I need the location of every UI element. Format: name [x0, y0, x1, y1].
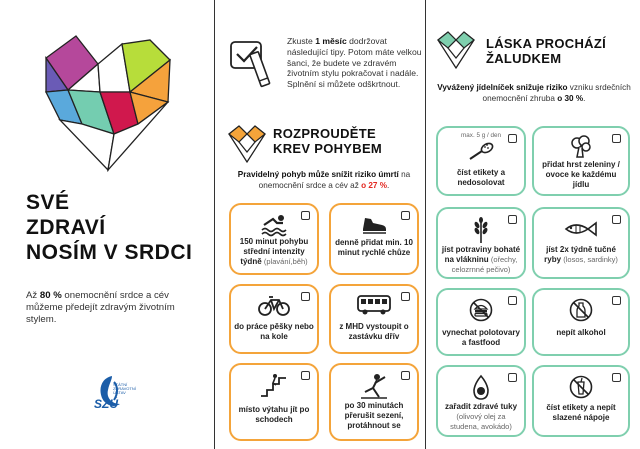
swimmer-icon — [261, 213, 287, 235]
no-soda-icon — [569, 375, 593, 399]
colorful-heart-icon — [38, 30, 178, 180]
bus-icon — [357, 294, 391, 316]
right-panel — [426, 0, 640, 449]
checkbox[interactable] — [401, 371, 410, 380]
food-title-line-2: ŽALUDKEM — [486, 51, 562, 66]
food-card-fastfood-label: vynechat polotovary a fastfood — [442, 328, 520, 347]
food-title-line-1: LÁSKA PROCHÁZÍ — [486, 36, 606, 51]
checkbox[interactable] — [612, 134, 621, 143]
food-sub-mid: vzniku srdečních onemocnění zhruba — [482, 83, 631, 103]
move-sub-mid: na onemocnění srdce a cév až — [258, 170, 411, 190]
no-burger-icon — [469, 298, 493, 322]
bicycle-icon — [258, 294, 290, 316]
main-title — [26, 190, 192, 265]
food-card-salt — [436, 126, 526, 196]
move-card-stairs — [229, 363, 319, 441]
food-card-fiber-label: jíst potraviny bohaté na vlákninu — [441, 245, 521, 264]
svg-text:ZDRAVOTNÍ: ZDRAVOTNÍ — [113, 386, 136, 391]
food-card-veg-label: přidat hrst zeleniny / ovoce ke každému jídlu — [542, 160, 620, 189]
move-card-stretch-label: po 30 minutách přerušit sezení, protáhnout se — [344, 401, 404, 430]
checkbox[interactable] — [301, 371, 310, 380]
food-card-fish-detail: (losos, sardinky) — [563, 255, 618, 264]
move-sub-bold: Pravidelný pohyb může snížit riziko úmrtí — [237, 170, 399, 179]
fish-icon — [564, 221, 598, 237]
move-title-line-1: ROZPROUDĚTE — [273, 126, 376, 141]
svg-text:ÚSTAV: ÚSTAV — [113, 390, 126, 395]
move-card-stretch — [329, 363, 419, 441]
checkbox[interactable] — [612, 373, 621, 382]
stairs-icon — [260, 373, 288, 397]
move-subtitle — [229, 170, 419, 191]
food-card-soda-label: číst etikety a nepít slazené nápoje — [546, 403, 616, 422]
intro-bold: 1 měsíc — [315, 36, 347, 46]
checkbox[interactable] — [612, 296, 621, 305]
checkbox[interactable] — [508, 373, 517, 382]
move-card-walk — [329, 203, 419, 275]
checkbox[interactable] — [508, 215, 517, 224]
food-card-fats — [436, 365, 526, 437]
intro-text — [287, 36, 422, 90]
food-card-salt-hint: max. 5 g / den — [461, 132, 501, 139]
food-card-fiber — [436, 207, 526, 279]
left-text-percent: 80 % — [39, 290, 62, 301]
food-card-fiber-detail: (ořechy, celozrnné pečivo) — [451, 255, 518, 274]
title-line-3: NOSÍM V SRDCI — [26, 241, 193, 264]
green-heart-icon — [436, 30, 476, 70]
move-title-line-2: KREV POHYBEM — [273, 141, 383, 156]
middle-panel — [214, 0, 426, 449]
move-sub-percent: o 27 % — [361, 180, 388, 190]
logo-name: SZÚ — [94, 397, 118, 411]
move-card-swim — [229, 203, 319, 275]
broccoli-icon — [569, 136, 593, 158]
checkbox[interactable] — [301, 211, 310, 220]
checkbox[interactable] — [508, 296, 517, 305]
food-sub-bold: Vyvážený jídelníček snižuje riziko — [437, 83, 568, 92]
checkbox[interactable] — [401, 211, 410, 220]
move-section-title — [273, 126, 382, 156]
left-panel — [0, 0, 214, 449]
salt-spoon-icon — [467, 142, 495, 162]
food-card-alcohol-label: nepít alkohol — [556, 328, 606, 337]
move-card-walk-label: denně přidat min. 10 minut rychlé chůze — [335, 238, 413, 257]
food-card-fastfood — [436, 288, 526, 356]
intro-post: dodržovat následující tipy. Potom máte velkou šanci, že budete ve zdravém životním stylu pokračovat i nadále. Splnění si můžete odškrtnout. — [287, 36, 422, 90]
checkbox[interactable] — [301, 292, 310, 301]
checkbox[interactable] — [401, 292, 410, 301]
food-sub-percent: o 30 % — [557, 93, 584, 103]
move-sub-end: . — [387, 180, 390, 190]
title-line-1: SVÉ — [26, 191, 70, 214]
checklist-pen-icon — [229, 38, 271, 92]
move-card-swim-detail: (plavání,běh) — [263, 257, 308, 266]
wheat-icon — [472, 217, 490, 243]
left-text-post: onemocnění srdce a cév můžeme předejít zdravým životním stylem. — [26, 290, 175, 325]
food-card-fish — [532, 207, 630, 279]
food-sub-end: . — [583, 93, 586, 103]
move-card-bike — [229, 284, 319, 354]
title-line-2: ZDRAVÍ — [26, 216, 106, 239]
sneaker-icon — [360, 213, 388, 235]
food-card-fish-label: jíst 2x týdně tučné ryby — [544, 245, 616, 264]
svg-text:STÁTNÍ: STÁTNÍ — [113, 382, 128, 387]
food-card-veg — [532, 126, 630, 196]
move-card-bike-label: do práce pěšky nebo na kole — [234, 322, 314, 341]
food-card-soda — [532, 365, 630, 437]
move-card-swim-label — [234, 237, 314, 267]
checkbox[interactable] — [612, 215, 621, 224]
move-card-bus-label: z MHD vystoupit o zastávku dřív — [339, 322, 409, 341]
left-description — [26, 290, 201, 326]
food-card-alcohol — [532, 288, 630, 356]
orange-heart-icon — [227, 124, 267, 164]
food-card-fats-label: zařadit zdravé tuky — [444, 402, 518, 411]
no-alcohol-icon — [569, 298, 593, 322]
food-card-fats-detail: (olivový olej za studena, avokádo) — [450, 412, 512, 431]
food-section-title — [486, 36, 606, 66]
food-subtitle — [436, 83, 632, 104]
avocado-icon — [471, 375, 491, 401]
left-text-pre: Až — [26, 290, 40, 301]
move-card-bus — [329, 284, 419, 354]
stretching-person-icon — [359, 373, 389, 399]
move-card-stairs-label: místo výtahu jít po schodech — [238, 405, 310, 424]
food-card-salt-label: číst etikety a nedosolovat — [456, 168, 506, 187]
intro-pre: Zkuste — [287, 36, 316, 46]
move-card-swim-main: 150 minut pohybu střední intenzity týdně — [239, 237, 309, 266]
